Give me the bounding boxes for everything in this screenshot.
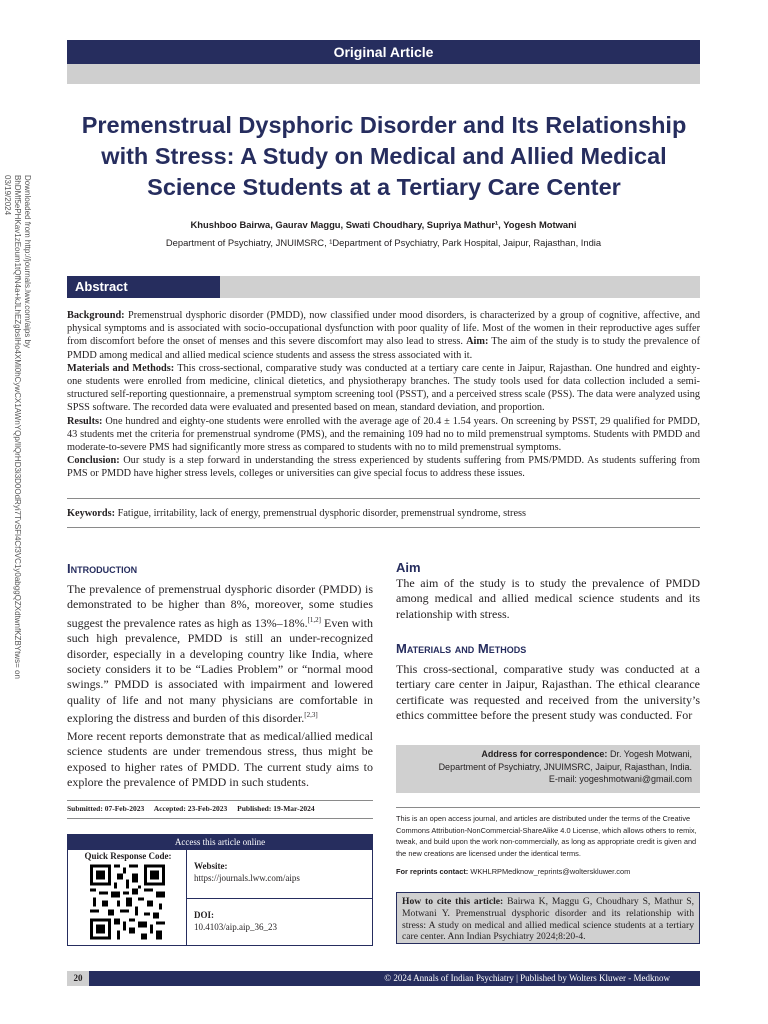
dates-divider-bottom [67, 818, 373, 819]
abstract-heading: Abstract [67, 276, 220, 298]
banner-underbar [67, 64, 700, 84]
keywords-label: Keywords: [67, 508, 116, 519]
reprints-contact [396, 867, 700, 876]
website-link[interactable]: https://journals.lww.com/aips [194, 873, 300, 883]
doi-link[interactable]: 10.4103/aip.aip_36_23 [194, 922, 277, 932]
reprints-label: For reprints contact: [396, 867, 469, 876]
methods-heading: Materials and Methods [396, 641, 527, 656]
website-label: Website: [194, 861, 228, 871]
keywords [67, 507, 700, 520]
conclusion-label: Conclusion: [67, 455, 120, 467]
methods-paragraph: This cross-sectional, comparative study was conducted at a tertiary care center in Jaipur, Rajasthan. The ethical clearance certificate was requested and received from the university’s ethics committee before the present study was conducted. For [396, 662, 700, 723]
results-label: Results: [67, 415, 103, 427]
how-to-cite-label: How to cite this article: [402, 896, 504, 907]
correspondence-dept: Department of Psychiatry, JNUIMSRC, Jaipur, Rajasthan, India. [438, 761, 692, 772]
submission-dates [67, 804, 323, 813]
keywords-divider-bottom [67, 527, 700, 528]
correspondence-email[interactable]: E-mail: yogeshmotwani@gmail.com [548, 774, 692, 784]
correspondence-label: Address for correspondence: [481, 749, 608, 759]
methods-label: Materials and Methods: [67, 362, 175, 374]
download-watermark-text: Downloaded from http://journals.lww.com/aips by BhDMf5ePHKav1zEoum1tQfN4a+kJLhEZgbsIHo4XMi0hCywCX1AWnYQp/IlQrHD3i3D0OdRyi7TvSFl4Cf3VC1y0abggQZXdtwnfKZBYtws= on 03/19/2024 [3, 175, 32, 679]
accepted-date: Accepted: 23-Feb-2023 [153, 804, 228, 813]
introduction-heading: Introduction [67, 561, 138, 576]
citation-ref: [1,2] [307, 615, 322, 624]
aim-text: The aim of the study is to study the prevalence of PMDD among medical and allied medical science students and assess the stress associated with it. [67, 336, 700, 361]
doi-label: DOI: [194, 910, 214, 920]
intro-p1-text-a: The prevalence of premenstrual dysphoric disorder (PMDD) is demonstrated to be higher than 8%, moreover, some studies suggest the prevalence rates as high as 13%–18%. [67, 582, 373, 630]
qr-code-label: Quick Response Code: [84, 851, 172, 861]
submitted-date: Submitted: 07-Feb-2023 [67, 804, 145, 813]
reprints-email[interactable]: WKHLRPMedknow_reprints@wolterskluwer.com [470, 867, 631, 876]
aim-heading: Aim [396, 560, 421, 575]
dates-divider-top [67, 800, 373, 801]
abstract-body [67, 309, 700, 481]
aim-label: Aim: [466, 336, 489, 348]
background-label: Background: [67, 310, 125, 321]
aim-paragraph: The aim of the study is to study the prevalence of PMDD among medical and allied medical science students and its relationship with stress. [396, 576, 700, 621]
license-divider [396, 807, 700, 808]
citation-ref: [2,3] [304, 711, 318, 720]
results-text: One hundred and eighty-one students were enrolled with the average age of 20.4 ± 1.54 years. On screening by PSST, 29 qualified for PMDD, 43 students met the criteria for premenstrual syndrome (PMS), and the remaining 109 had no to mild premenstrual symptoms. Students with PMDD and moderate-to-severe PMS had significantly more stress as compared to students with no to mild premenstrual symptoms. [67, 415, 700, 454]
how-to-cite-box [396, 892, 700, 944]
conclusion-text: Our study is a step forward in understanding the stress experienced by students suffering from PMS/PMDD. As students suffering from PMS or PMDD have higher stress levels, colleges or universities can give special focus to address these issues. [67, 455, 700, 480]
author-list: Khushboo Bairwa, Gaurav Maggu, Swati Choudhary, Supriya Mathur¹, Yogesh Motwani [190, 219, 577, 230]
article-type-banner: Original Article [67, 40, 700, 64]
background-text: Premenstrual dysphoric disorder (PMDD), now classified under mood disorders, is characterized by a group of cognitive, affective, and physical symptoms and is associated with socio-occupational dysfunction with poor quality of life. Most of the women in their reproductive ages suffer from discomfort before the onset of menses and this severe discomfort may also lead to stress. [67, 310, 701, 348]
page-number: 20 [67, 971, 89, 986]
introduction-paragraph-2: More recent reports demonstrate that as medical/allied medical science students are under tremendous stress, thus might be exposed to higher rates of PMDD. The current study aims to explore the prevalence of PMDD in such students. [67, 729, 373, 790]
access-online-heading: Access this article online [67, 834, 373, 850]
correspondence-name: Dr. Yogesh Motwani, [609, 749, 692, 759]
intro-p1-text-b: Even with such high prevalence, PMDD is still an under-recognized disorder, especially in a developing country like India, where society considers it to be “Ladies Problem” or “normal mood swings.” PMDD is associated with impairment and lowered quality of life and not many physicians are comfortable in exploring the distress and burden of this disorder. [67, 615, 374, 726]
access-box-horizontal-divider [186, 898, 373, 899]
keywords-divider-top [67, 498, 700, 499]
license-text: This is an open access journal, and articles are distributed under the terms of the Creative Commons Attribution-NonCommercial-ShareAlike 4.0 License, which allows others to remix, tweak, and build upon the work non-commercially, as long as appropriate credit is given and the new creations are licensed under the identical terms. [396, 814, 697, 858]
article-title: Premenstrual Dysphoric Disorder and Its Relationship with Stress: A Study on Medical and Allied Medical Science Students at a Tertiary Care Center [81, 112, 687, 200]
published-date: Published: 19-Mar-2024 [237, 804, 315, 813]
introduction-paragraph-1 [67, 582, 373, 727]
footer-copyright: © 2024 Annals of Indian Psychiatry | Published by Wolters Kluwer - Medknow [384, 973, 670, 983]
affiliations: Department of Psychiatry, JNUIMSRC, ¹Department of Psychiatry, Park Hospital, Jaipur, Rajasthan, India [165, 237, 602, 248]
keywords-text: Fatigue, irritability, lack of energy, premenstrual dysphoric disorder, premenstrual syndrome, stress [117, 508, 527, 519]
how-to-cite-text: Bairwa K, Maggu G, Choudhary S, Mathur S, Motwani Y. Premenstrual dysphoric disorder and its relationship with stress: A study on medical and allied medical science students at a tertiary care center. Ann Indian Psychiatry 2024;8:20-4. [402, 896, 695, 943]
correspondence-box [396, 745, 700, 793]
qr-code-icon[interactable] [90, 864, 165, 940]
methods-text: This cross-sectional, comparative study was conducted at a tertiary care cente in Jaipur, Rajasthan. One hundred and eighty-one students were enrolled from medicine, clinical dietetics, and physiotherapy branches. The study tools used for data collection included a semi-structured self-reporting questionnaire, a premenstrual symptom screening tool (PSST), and a perceived stress scale (PSS). The data were analyzed using SPSS software. The recorded data were evaluated and presented based on mean, standard deviation, and proportion. [67, 362, 701, 414]
download-watermark [3, 175, 38, 695]
